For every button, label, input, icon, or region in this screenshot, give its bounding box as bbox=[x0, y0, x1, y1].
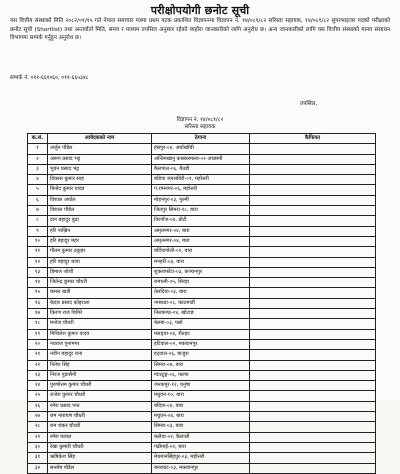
cell-name: मिथिलेश कुमार यादव bbox=[48, 329, 152, 339]
cell-name: सन्तोष पौडेल bbox=[48, 463, 152, 473]
cell-name: राजेश कुमार चौधरी bbox=[48, 391, 152, 401]
cell-address: ग्वाल्टुङ्ग-०६, पाल्पा bbox=[152, 370, 250, 380]
cell-remarks bbox=[250, 185, 376, 195]
table-row bbox=[28, 319, 376, 329]
table-row bbox=[28, 442, 376, 452]
table-row bbox=[28, 329, 376, 339]
cell-address: बदिया-०४, बारा bbox=[152, 401, 250, 411]
cell-address: सिमरा-०३, बारा bbox=[152, 422, 250, 432]
cell-name: विशाल अर्याल bbox=[48, 195, 152, 205]
table-body bbox=[28, 144, 376, 474]
cell-sn: २८ bbox=[28, 422, 48, 432]
cell-name: राम नारायण चौधरी bbox=[48, 412, 152, 422]
cell-address: बेलबा-०३, पर्सा bbox=[152, 319, 250, 329]
advertisement-number: विज्ञापन नं. १४/०८१/८२ bbox=[176, 117, 224, 123]
cell-remarks bbox=[250, 422, 376, 432]
cell-sn: ५ bbox=[28, 185, 48, 195]
table-subheading bbox=[0, 117, 400, 131]
cell-remarks bbox=[250, 216, 376, 226]
cell-name: दान बहादुर बुढा bbox=[48, 216, 152, 226]
cell-remarks bbox=[250, 319, 376, 329]
table-row bbox=[28, 144, 376, 154]
cell-sn: ११ bbox=[28, 247, 48, 257]
cell-address: अमृतनगर-०४, बारा bbox=[152, 236, 250, 246]
cell-address: अमृतनगर-०४, बारा bbox=[152, 226, 250, 236]
cell-address: मधुवन-०४, बारा bbox=[152, 412, 250, 422]
cell-sn: ९ bbox=[28, 226, 48, 236]
cell-address: गढीमाई-०२, बारा bbox=[152, 442, 250, 452]
cell-name: नितेश सिंह bbox=[48, 360, 152, 370]
cell-name: अर्जुन पौडेल bbox=[48, 144, 152, 154]
page-title: परीक्षोपयोगी छनोट सूची bbox=[150, 4, 250, 17]
table-row bbox=[28, 278, 376, 288]
cell-name: बिनोद कुमार यादव bbox=[48, 185, 152, 195]
cell-remarks bbox=[250, 257, 376, 267]
cell-remarks bbox=[250, 288, 376, 298]
table-row bbox=[28, 226, 376, 236]
cell-name: नवराज पुनामगर bbox=[48, 339, 152, 349]
cell-sn: २ bbox=[28, 154, 48, 164]
table-row bbox=[28, 216, 376, 226]
cell-remarks bbox=[250, 401, 376, 411]
shortlist-table bbox=[27, 133, 376, 474]
cell-address: जनकपुर-१२, धनुषा bbox=[152, 381, 250, 391]
cell-name: ऋषिकेश सिंह bbox=[48, 453, 152, 463]
cell-name: किरण राज घिमिरे bbox=[48, 309, 152, 319]
table-row bbox=[28, 412, 376, 422]
cell-name: रेखा कुमारी चौधरी bbox=[48, 442, 152, 452]
table-row bbox=[28, 164, 376, 174]
table-header-row bbox=[28, 134, 376, 144]
header-sn: क.सं. bbox=[28, 134, 48, 144]
cell-address: मेथमानसिंहपुर-०३, महोत्तरी bbox=[152, 453, 250, 463]
cell-remarks bbox=[250, 206, 376, 216]
cell-name: कमल खत्री bbox=[48, 288, 152, 298]
cell-address: तेलदिया-०३, बारा bbox=[152, 288, 250, 298]
cell-name: केदार प्रसाद कोइराला bbox=[48, 298, 152, 308]
table-row bbox=[28, 185, 376, 195]
cell-address: मलङ्वा-०४, रौतहट bbox=[152, 329, 250, 339]
cell-address: शुक्लाफाँटा-०३, कञ्चनपुर bbox=[152, 267, 250, 277]
header-address: ठेगाना bbox=[152, 134, 250, 144]
cell-name: पुरुषोत्तम कुमार चौधरी bbox=[48, 381, 152, 391]
cell-name: राम शंकर चौधरी bbox=[48, 422, 152, 432]
cell-sn: ७ bbox=[28, 206, 48, 216]
header-remarks: कैफियत bbox=[250, 134, 376, 144]
cell-address: विरगाँज-०४, डोटी bbox=[152, 216, 250, 226]
cell-sn: २६ bbox=[28, 401, 48, 411]
cell-name: नवीन बहादुर राना bbox=[48, 350, 152, 360]
table-row bbox=[28, 360, 376, 370]
cell-sn: १३ bbox=[28, 267, 48, 277]
contact-numbers: सम्पर्क नं. ०११-६६१०६०, ०११-६६५३४८ bbox=[10, 75, 89, 81]
table-row bbox=[28, 257, 376, 267]
table-row bbox=[28, 236, 376, 246]
cell-remarks bbox=[250, 453, 376, 463]
cell-name: हरि बहादुर महर bbox=[48, 236, 152, 246]
cell-remarks bbox=[250, 298, 376, 308]
table-row bbox=[28, 288, 376, 298]
cell-sn: ८ bbox=[28, 216, 48, 226]
cell-remarks bbox=[250, 442, 376, 452]
cell-name: हिमाल जोशी bbox=[48, 267, 152, 277]
cell-name: अरुण प्रसाद भट्ट bbox=[48, 154, 152, 164]
cell-name: भुवन प्रसाद भट्ट bbox=[48, 164, 152, 174]
cell-sn: २१ bbox=[28, 350, 48, 360]
cell-address: बडिया जनलविरी-०१, महोत्तरी bbox=[152, 175, 250, 185]
cell-sn: ३१ bbox=[28, 453, 48, 463]
cell-address: हटिवाल-०२, मकवानपुर bbox=[152, 339, 250, 349]
cell-address: कैलपाल-०६, बैतडी bbox=[152, 164, 250, 174]
table-row bbox=[28, 154, 376, 164]
cell-name: रमेश प्रसाद पन्त bbox=[48, 401, 152, 411]
cell-sn: २४ bbox=[28, 381, 48, 391]
cell-remarks bbox=[250, 370, 376, 380]
cell-remarks bbox=[250, 412, 376, 422]
cell-remarks bbox=[250, 175, 376, 185]
cell-address: हट्वाल-०६, बाजुरा bbox=[152, 350, 250, 360]
cell-sn: २५ bbox=[28, 391, 48, 401]
cell-sn: ३२ bbox=[28, 463, 48, 473]
cell-sn: १२ bbox=[28, 257, 48, 267]
cell-name: निरज पुडासैनी bbox=[48, 370, 152, 380]
cell-sn: २९ bbox=[28, 432, 48, 442]
table-row bbox=[28, 309, 376, 319]
cell-name: रमेश घलाल bbox=[48, 432, 152, 442]
cell-remarks bbox=[250, 144, 376, 154]
cell-sn: २२ bbox=[28, 360, 48, 370]
cell-address: नमकडा-०८, काठमाडौं bbox=[152, 298, 250, 308]
table-row bbox=[28, 206, 376, 216]
position-name: सरिस्ता सहायक bbox=[184, 124, 216, 130]
cell-sn: ४ bbox=[28, 175, 48, 185]
table-row bbox=[28, 175, 376, 185]
table-row bbox=[28, 350, 376, 360]
cell-sn: १५ bbox=[28, 288, 48, 298]
cell-remarks bbox=[250, 267, 376, 277]
cell-sn: १६ bbox=[28, 298, 48, 308]
cell-sn: १७ bbox=[28, 309, 48, 319]
cell-remarks bbox=[250, 329, 376, 339]
cell-address: बर्दियागोली-०१, बारा bbox=[152, 247, 250, 257]
cell-sn: १९ bbox=[28, 329, 48, 339]
intro-paragraph: यस वित्तीय संस्थाको मिति २०८२/०१/१५ गते नेपाल समाचार पत्रमा प्रथम पटक प्रकाशित विज्ञापनमा विज्ञापन नं. १४/०८१/८२ सरिस्ता सहायक, १४/०८१/८२ सुपरभाइजर पदको परीक्षाको छनोट सूची (Shortlist) तथा अन्तर्वार्ता मिति, समय र माध्यम तपसिल अनुसार रहेको व्यहोरा जानकारीको लागि अनुरोध छ। अन्य जानकारीको लागि यस वित्तीय संस्थाको मानव संसाधन विभागमा सम्पर्क गर्नुहुन अनुरोध छ। bbox=[10, 18, 390, 42]
table-row bbox=[28, 381, 376, 391]
table-row bbox=[28, 422, 376, 432]
signoff-text: तपसिल, bbox=[300, 101, 318, 107]
table-row bbox=[28, 432, 376, 442]
cell-sn: १ bbox=[28, 144, 48, 154]
cell-name: हरि बहादुर थापा bbox=[48, 257, 152, 267]
cell-sn: १० bbox=[28, 236, 48, 246]
cell-sn: २७ bbox=[28, 412, 48, 422]
table-row bbox=[28, 339, 376, 349]
cell-remarks bbox=[250, 278, 376, 288]
cell-sn: ३ bbox=[28, 164, 48, 174]
table-row bbox=[28, 298, 376, 308]
cell-address: मधुवन-१०, बारा bbox=[152, 391, 250, 401]
cell-address: मोहनपुर-०३, गुल्मी bbox=[152, 195, 250, 205]
cell-name: गौतम कुमार ठकुहर bbox=[48, 247, 152, 257]
cell-sn: २० bbox=[28, 339, 48, 349]
table-row bbox=[28, 247, 376, 257]
cell-name: विशाल पौडेल bbox=[48, 206, 152, 216]
cell-remarks bbox=[250, 164, 376, 174]
cell-sn: ६ bbox=[28, 195, 48, 205]
cell-name: हरि पाख्रिन bbox=[48, 226, 152, 236]
cell-remarks bbox=[250, 236, 376, 246]
cell-address: बनरघाट-०३, मकवानपुर bbox=[152, 463, 250, 473]
table-row bbox=[28, 463, 376, 473]
cell-remarks bbox=[250, 195, 376, 205]
cell-address: ग.रामनगर-०६, महोत्तरी bbox=[152, 185, 250, 195]
cell-address: अन्तिमखानु कास्करमल्ल-०२ अच्छामी bbox=[152, 154, 250, 164]
cell-address: जितपुर सिमरा-१८, बारा bbox=[152, 206, 250, 216]
cell-remarks bbox=[250, 360, 376, 370]
header-name: आवेदकको नाम bbox=[48, 134, 152, 144]
cell-address: कलैया-०२, कैलाली bbox=[152, 432, 250, 442]
cell-remarks bbox=[250, 154, 376, 164]
cell-remarks bbox=[250, 226, 376, 236]
cell-sn: १८ bbox=[28, 319, 48, 329]
cell-sn: १४ bbox=[28, 278, 48, 288]
cell-remarks bbox=[250, 309, 376, 319]
cell-address: सिमरा-०७, बारा bbox=[152, 360, 250, 370]
table-row bbox=[28, 267, 376, 277]
cell-address: रामधनी-०५, सिरहा bbox=[152, 278, 250, 288]
cell-address: निलकण्ठ-०४, खोटाङ bbox=[152, 309, 250, 319]
cell-address: मनहरी-०३, बारा bbox=[152, 257, 250, 267]
cell-remarks bbox=[250, 247, 376, 257]
cell-remarks bbox=[250, 381, 376, 391]
cell-name: विकास कुमार साह bbox=[48, 175, 152, 185]
cell-remarks bbox=[250, 463, 376, 473]
table-row bbox=[28, 401, 376, 411]
table-row bbox=[28, 453, 376, 463]
cell-remarks bbox=[250, 350, 376, 360]
cell-sn: ३० bbox=[28, 442, 48, 452]
cell-address: हंसपुर-०४, अर्घाखाँची bbox=[152, 144, 250, 154]
table-row bbox=[28, 195, 376, 205]
cell-remarks bbox=[250, 339, 376, 349]
cell-remarks bbox=[250, 432, 376, 442]
cell-sn: २३ bbox=[28, 370, 48, 380]
cell-name: जितेन्द्र कुमार चौधरी bbox=[48, 278, 152, 288]
table-row bbox=[28, 370, 376, 380]
cell-name: मनोज चौधरी bbox=[48, 319, 152, 329]
